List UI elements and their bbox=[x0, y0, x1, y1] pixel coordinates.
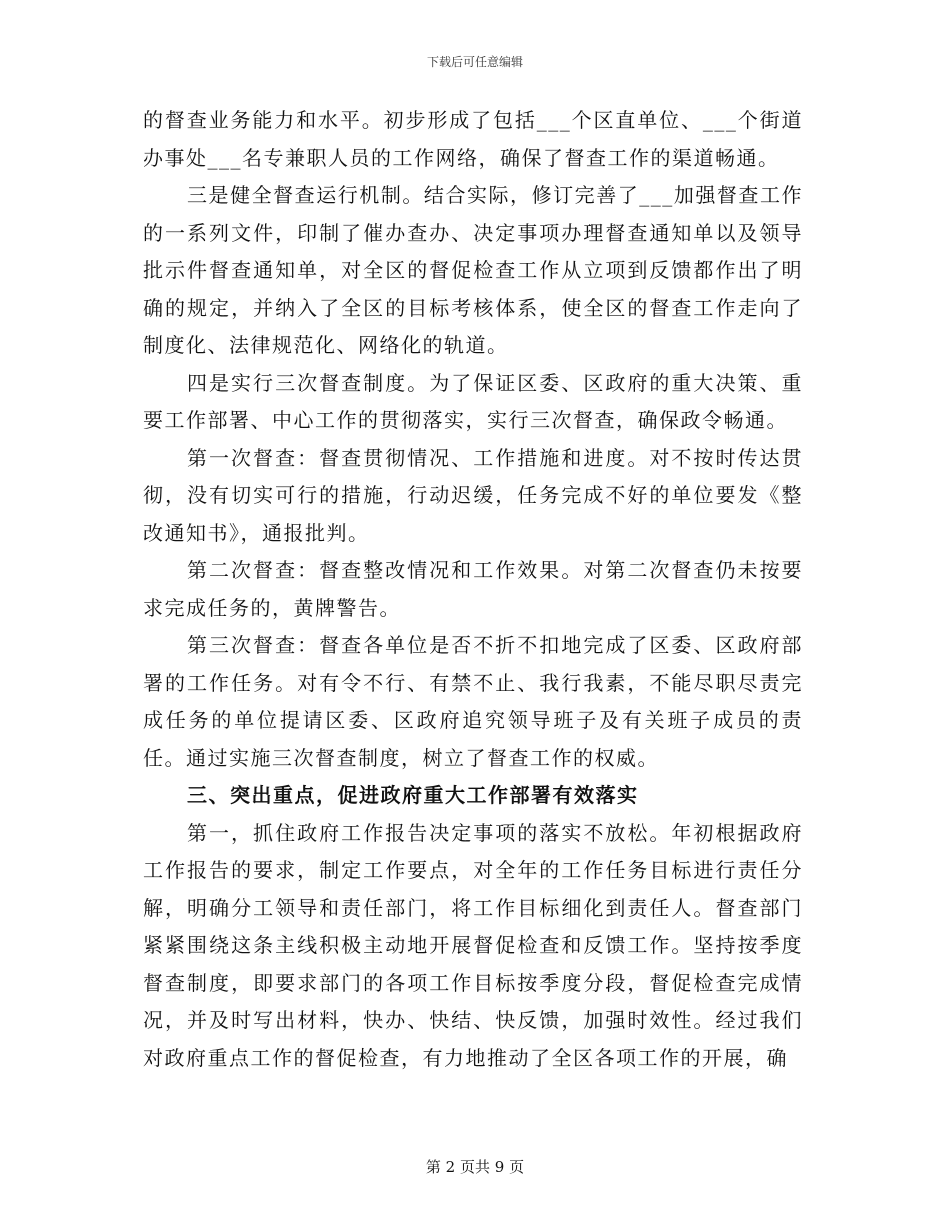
paragraph-work-report: 第一，抓住政府工作报告决定事项的落实不放松。年初根据政府工作报告的要求，制定工作要点，对全年的工作任务目标进行责任分解，明确分工领导和责任部门，将工作目标细化到责任人。督查部门紧紧围绕这条主线积极主动地开展督促检查和反馈工作。坚持按季度督查制度，即要求部门的各项工作目标按季度分段，督促检查完成情况，并及时写出材料，快办、快结、快反馈，加强时效性。经过我们对政府重点工作的督促检查，有力地推动了全区各项工作的开展，确 bbox=[143, 820, 803, 1070]
paragraph-three-inspections: 四是实行三次督查制度。为了保证区委、区政府的重大决策、重要工作部署、中心工作的贯彻落实，实行三次督查，确保政令畅通。 bbox=[143, 370, 803, 432]
paragraph-continuation: 的督查业务能力和水平。初步形成了包括___个区直单位、___个街道办事处___名专兼职人员的工作网络，确保了督查工作的渠道畅通。 bbox=[143, 108, 803, 170]
page-header-note: 下载后可任意编辑 bbox=[426, 55, 523, 69]
paragraph-third-inspection: 第三次督查：督查各单位是否不折不扣地完成了区委、区政府部署的工作任务。对有令不行、有禁不止、我行我素，不能尽职尽责完成任务的单位提请区委、区政府追究领导班子及有关班子成员的责任。通过实施三次督查制度，树立了督查工作的权威。 bbox=[143, 633, 803, 770]
paragraph-first-inspection: 第一次督查：督查贯彻情况、工作措施和进度。对不按时传达贯彻，没有切实可行的措施，行动迟缓，任务完成不好的单位要发《整改通知书》，通报批判。 bbox=[143, 445, 803, 545]
document-body bbox=[143, 102, 803, 1077]
section-heading: 三、突出重点，促进政府重大工作部署有效落实 bbox=[187, 783, 639, 807]
paragraph-supervision-mechanism: 三是健全督查运行机制。结合实际，修订完善了___加强督查工作的一系列文件，印制了催办查办、决定事项办理督查通知单以及领导批示件督查通知单，对全区的督促检查工作从立项到反馈都作出了明确的规定，并纳入了全区的目标考核体系，使全区的督查工作走向了制度化、法律规范化、网络化的轨道。 bbox=[143, 183, 803, 357]
paragraph-second-inspection: 第二次督查：督查整改情况和工作效果。对第二次督查仍未按要求完成任务的，黄牌警告。 bbox=[143, 558, 803, 620]
page-number: 第 2 页共 9 页 bbox=[425, 1158, 525, 1176]
